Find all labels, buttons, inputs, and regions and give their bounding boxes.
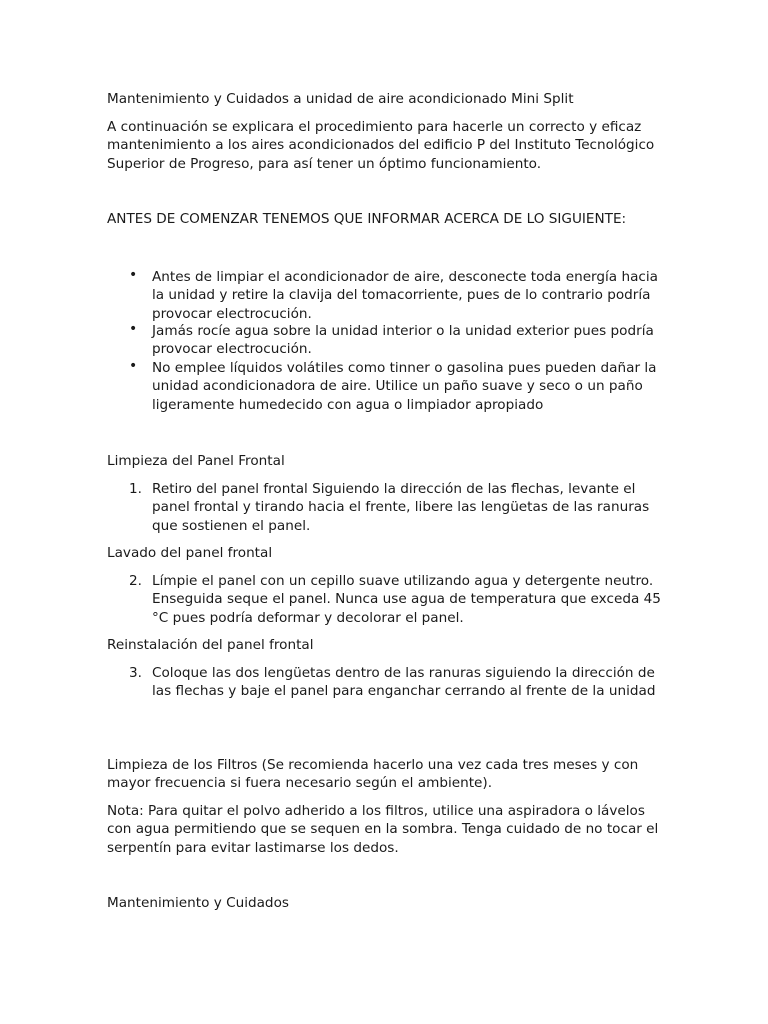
step-text: Límpie el panel con un cepillo suave utilizando agua y detergente neutro. Enseguida seque el panel. Nunca use agua de temperatura que exceda 45 °C pues podría deformar y decolorar el panel. [152, 573, 661, 626]
filters-note: Nota: Para quitar el polvo adherido a los filtros, utilice una aspiradora o lávelos con agua permitiendo que se sequen en la sombra. Tenga cuidado de no tocar el serpentín para evitar lastimarse los dedos. [107, 803, 659, 856]
step-text: Coloque las dos lengüetas dentro de las ranuras siguiendo la dirección de las flechas y baje el panel para enganchar cerrando al frente de la unidad [152, 665, 656, 700]
list-number: 2. [129, 573, 142, 589]
list-number: 1. [129, 481, 142, 497]
warning-heading: ANTES DE COMENZAR TENEMOS QUE INFORMAR ACERCA DE LO SIGUIENTE: [107, 211, 627, 227]
section-heading-front-panel-reinstall: Reinstalación del panel frontal [107, 637, 314, 653]
section-heading-front-panel-washing: Lavado del panel frontal [107, 545, 273, 561]
warning-item: Antes de limpiar el acondicionador de aire, desconecte toda energía hacia la unidad y retire la clavija del tomacorriente, pues de lo contrario podría provocar electrocución. [152, 269, 658, 322]
bullet-marker: • [129, 267, 138, 283]
filters-heading: Limpieza de los Filtros (Se recomienda hacerlo una vez cada tres meses y con mayor frecuencia si fuera necesario según el ambiente). [107, 757, 639, 792]
section-heading-front-panel-cleaning: Limpieza del Panel Frontal [107, 453, 285, 469]
bullet-marker: • [129, 358, 138, 374]
warning-item: No emplee líquidos volátiles como tinner o gasolina pues pueden dañar la unidad acondicionadora de aire. Utilice un paño suave y seco o un paño ligeramente humedecido con agua o limpiador apropiado [152, 360, 657, 413]
footer-heading: Mantenimiento y Cuidados [107, 895, 289, 911]
step-text: Retiro del panel frontal Siguiendo la dirección de las flechas, levante el panel frontal y tirando hacia el frente, libere las lengüetas de las ranuras que sostienen el panel. [152, 481, 650, 534]
list-number: 3. [129, 665, 142, 681]
intro-paragraph: A continuación se explicara el procedimiento para hacerle un correcto y eficaz mantenimiento a los aires acondicionados del edificio P del Instituto Tecnológico Superior de Progreso, para así tener un óptimo funcionamiento. [107, 119, 655, 172]
bullet-marker: • [129, 321, 138, 337]
warning-item: Jamás rocíe agua sobre la unidad interior o la unidad exterior pues podría provocar electrocución. [152, 323, 654, 358]
document-title: Mantenimiento y Cuidados a unidad de aire acondicionado Mini Split [107, 91, 574, 107]
